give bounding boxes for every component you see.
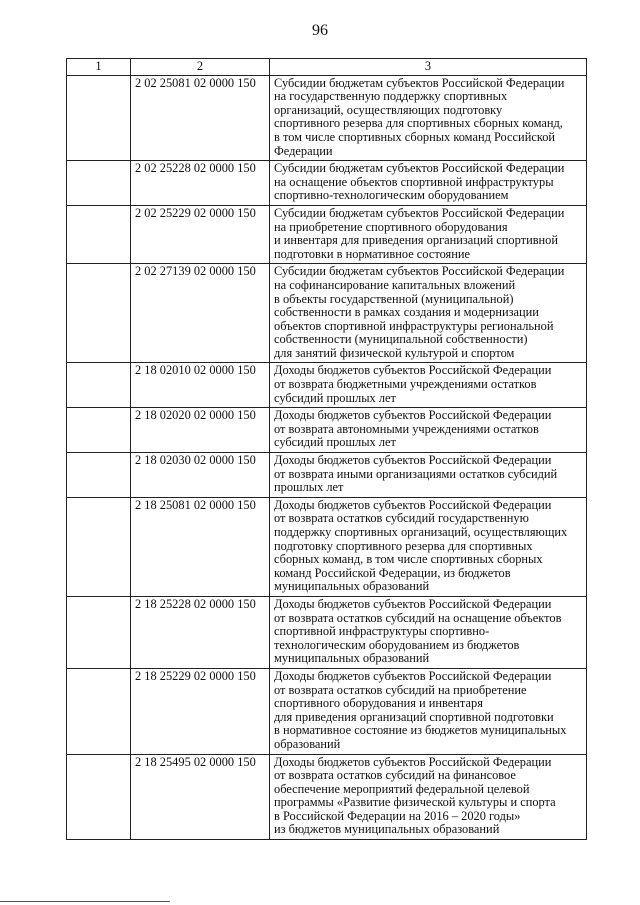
table-row [67,668,587,754]
budget-code-cell: 2 18 02030 02 0000 150 [131,453,270,498]
description-line: собственности в рамках создания и модернизации [274,305,539,320]
row-number-cell [67,363,131,408]
description-line: спортивного оборудования и инвентаря [274,696,483,711]
description-line: Доходы бюджетов субъектов Российской Федерации [274,497,552,512]
row-number-cell [67,408,131,453]
income-description-cell [270,408,587,453]
table-row [67,453,587,498]
description-line: объектов спортивной инфраструктуры региональной [274,318,554,333]
description-line: обеспечение мероприятий федеральной целевой [274,781,530,796]
income-description-cell [270,754,587,840]
description-line: поддержку спортивных организаций, осуществляющих [274,525,568,539]
description-line: Доходы бюджетов субъектов Российской Федерации [274,596,552,611]
column-header-3: 3 [270,59,587,76]
description-line: на софинансирование капитальных вложений [274,277,516,292]
description-line: технологическим оборудованием из бюджетов [274,637,520,652]
column-header-2: 2 [131,59,270,76]
row-number-cell [67,264,131,363]
budget-code-cell: 2 18 25495 02 0000 150 [131,754,270,840]
description-line: от возврата остатков субсидий на приобретение [274,682,527,697]
table-row [67,596,587,668]
description-line: и инвентаря для приведения организаций спортивной [274,233,559,248]
budget-code-cell: 2 18 25228 02 0000 150 [131,596,270,668]
description-line: на государственную поддержку спортивных [274,89,508,104]
table-row [67,363,587,408]
row-number-cell [67,754,131,840]
table-header-row [67,59,587,76]
table-row [67,497,587,596]
scan-edge-line [0,901,170,902]
budget-code-cell: 2 18 25229 02 0000 150 [131,668,270,754]
budget-code-cell: 2 02 27139 02 0000 150 [131,264,270,363]
description-line: Федерации [274,143,333,158]
row-number-cell [67,161,131,206]
description-line: в объекты государственной (муниципальной) [274,291,514,306]
description-line: подготовку спортивного резерва для спортивных [274,538,533,553]
table-body [67,75,587,839]
description-line: от возврата остатков субсидий на финансовое [274,768,516,783]
budget-code-cell: 2 18 02010 02 0000 150 [131,363,270,408]
page-number: 96 [312,22,328,39]
income-description-cell [270,668,587,754]
income-description-cell [270,264,587,363]
income-description-cell [270,75,587,161]
budget-code-cell: 2 02 25228 02 0000 150 [131,161,270,206]
description-line: муниципальных образований [274,579,430,594]
budget-code-cell: 2 02 25081 02 0000 150 [131,75,270,161]
description-line: от возврата автономными учреждениями остатков [274,421,539,436]
column-header-1: 1 [67,59,131,76]
row-number-cell [67,596,131,668]
table-row [67,754,587,840]
budget-code-cell: 2 18 25081 02 0000 150 [131,497,270,596]
row-number-cell [67,497,131,596]
description-line: в том числе спортивных сборных команд Российской [274,129,556,144]
description-line: спортивно-технологическим оборудованием [274,188,509,203]
table-row [67,264,587,363]
description-line: Субсидии бюджетам субъектов Российской Федерации [274,205,565,220]
income-description-cell [270,596,587,668]
description-line: Доходы бюджетов субъектов Российской Федерации [274,668,552,683]
income-description-cell [270,453,587,498]
description-line: Доходы бюджетов субъектов Российской Федерации [274,363,552,378]
row-number-cell [67,75,131,161]
row-number-cell [67,205,131,263]
description-line: муниципальных образований [274,651,430,666]
description-line: на приобретение спортивного оборудования [274,219,508,234]
description-line: для приведения организаций спортивной подготовки [274,709,554,724]
description-line: субсидий прошлых лет [274,390,396,405]
description-line: Доходы бюджетов субъектов Российской Федерации [274,408,552,423]
description-line: спортивного резерва для спортивных сборных команд, [274,116,563,131]
description-line: в Российской Федерации на 2016 – 2020 годы» [274,808,521,823]
description-line: подготовки в нормативное состояние [274,246,470,261]
table-header [67,59,587,76]
description-line: собственности (муниципальной собственности) [274,332,528,347]
description-line: от возврата бюджетными учреждениями остатков [274,377,537,392]
description-line: на оснащение объектов спортивной инфраструктуры [274,174,554,189]
income-description-cell [270,205,587,263]
table-row [67,161,587,206]
description-line: программы «Развитие физической культуры и спорта [274,795,556,810]
description-line: спортивной инфраструктуры спортивно- [274,624,490,639]
income-description-cell [270,161,587,206]
budget-classification-table [66,58,587,840]
description-line: от возврата остатков субсидий на оснащение объектов [274,610,562,625]
description-line: в нормативное состояние из бюджетов муниципальных [274,723,567,738]
row-number-cell [67,668,131,754]
description-line: Субсидии бюджетам субъектов Российской Федерации [274,75,565,90]
description-line: из бюджетов муниципальных образований [274,822,500,837]
description-line: субсидий прошлых лет [274,435,396,450]
description-line: Субсидии бюджетам субъектов Российской Федерации [274,161,565,176]
description-line: образований [274,736,341,751]
description-line: для занятий физической культурой и спортом [274,345,515,360]
table-row [67,205,587,263]
description-line: от возврата иными организациями остатков субсидий [274,466,558,481]
budget-code-cell: 2 18 02020 02 0000 150 [131,408,270,453]
description-line: команд Российской Федерации, из бюджетов [274,565,511,580]
description-line: Субсидии бюджетам субъектов Российской Федерации [274,264,565,279]
description-line: организаций, осуществляющих подготовку [274,102,503,117]
table-row [67,75,587,161]
description-line: прошлых лет [274,480,344,495]
income-description-cell [270,363,587,408]
income-description-cell [270,497,587,596]
description-line: Доходы бюджетов субъектов Российской Федерации [274,453,552,468]
description-line: Доходы бюджетов субъектов Российской Федерации [274,754,552,769]
table-row [67,408,587,453]
description-line: от возврата остатков субсидий государственную [274,511,529,526]
description-line: сборных команд, в том числе спортивных сборных [274,552,543,567]
row-number-cell [67,453,131,498]
budget-code-cell: 2 02 25229 02 0000 150 [131,205,270,263]
